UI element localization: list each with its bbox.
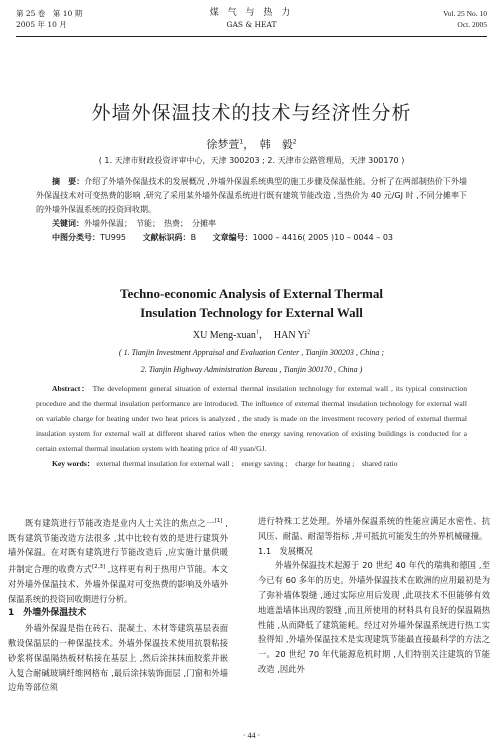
english-author-line: [0, 326, 503, 341]
journal-name-cn: 煤 气 与 热 力: [209, 8, 294, 18]
english-affiliation-2: 2. Tianjin Highway Administration Bureau , Tianjin 300170 , China ): [140, 365, 363, 374]
clc-value: TU995: [100, 233, 127, 242]
page-number: · 44 ·: [242, 731, 261, 740]
clc-label: 中图分类号：: [52, 233, 100, 242]
english-author-2-affil: 2: [307, 329, 311, 336]
english-author-2: ， HAN Yi: [258, 330, 308, 341]
abstract-en-text: The development general situation of external thermal insulation technology for external wall , its typical construction procedure and the thermal insulation performance are introduced. The influence of external thermal insulation technology for external wall on variable charge for heating under two heat prices is analyzed , the study is made on the investment recovery period of external thermal insulation system for external wall at different shared ratios when the energy saving renovation of existing buildings is conducted for a certain external thermal insulation system with heating price of 40 yuan/GJ.: [36, 384, 467, 453]
body-column-right: [258, 514, 490, 677]
intro-text-3: ,这样更有利于热用户节能。本文对外墙外保温技术、外墙外保温对可变热费的影响及外墙外保温系统的投资回收期进行分析。: [8, 563, 228, 604]
english-title-line-2: Insulation Technology for External Wall: [140, 305, 363, 320]
article-number-field: [213, 233, 393, 242]
issue-date-en: Oct. 2005: [457, 20, 487, 29]
citation-1: [1]: [214, 518, 223, 524]
doc-code-value: B: [190, 233, 197, 242]
header-rule: [16, 36, 487, 37]
intro-paragraph: [8, 514, 228, 606]
english-affiliation-1: ( 1. Tianjin Investment Appraisal and Evaluation Center , Tianjin 300203 , China ;: [118, 348, 385, 357]
intro-text-2: ,既有建筑节能改造方法很多 ,其中比较有效的是进行建筑外墙外保温。在对既有建筑进行节能改造后 ,应实施计量供暖并制定合理的收费方式: [8, 517, 228, 574]
keywords-en-label: Key words：: [52, 459, 95, 468]
keywords-cn: [36, 217, 467, 231]
author-line: [0, 136, 503, 152]
abstract-cn: [36, 175, 467, 245]
section-1-1-paragraph: 外墙外保温技术起源于 20 世纪 40 年代的瑞典和德国 ,至今已有 60 多年的历史。外墙外保温技术在欧洲的应用最初是为了弥补墙体裂缝 ,通过实际应用后发现 ,此项技术不但能够有效地遮盖墙体出现的裂缝 ,而且所使用的材料具有良好的保温隔热性能 ,从而降低了建筑能耗。经过对外墙外保温系统进行热工实验得知 ,外墙外保温技术是实现建筑节能最直接最科学的方法之一。20 世纪 70 年代能源危机时期 ,人们特别关注建筑的节能改造 ,因此外: [258, 560, 490, 674]
keywords-en-text: external thermal insulation for external wall ; energy saving ; charge for heating ; shared ratio: [96, 459, 398, 468]
running-header: [16, 8, 487, 38]
english-title: [0, 284, 503, 322]
author-2-affil: 2: [292, 138, 297, 146]
header-center: [16, 8, 487, 30]
keywords-en: [36, 456, 467, 471]
section-heading-1: 1 外墙外保温技术: [8, 608, 87, 619]
author-1: 徐梦萱: [206, 138, 240, 151]
article-number-value: 1000 – 4416( 2005 )10 – 0044 – 03: [252, 233, 393, 242]
journal-name-en: GAS & HEAT: [226, 20, 277, 29]
keywords-cn-text: 外墙外保温； 节能； 热费； 分摊率: [84, 219, 216, 228]
abstract-en-body: [36, 381, 467, 456]
article-number-label: 文章编号：: [212, 233, 253, 242]
author-separator: ， 韩 毅: [243, 138, 293, 151]
classification-line: [36, 231, 467, 245]
english-title-line-1: Techno-economic Analysis of External Thermal: [120, 286, 383, 301]
body-column-left: [8, 514, 228, 695]
doc-code-label: 文献标识码：: [142, 233, 191, 242]
clc-field: [52, 233, 126, 242]
citation-2: [2,3]: [91, 564, 106, 571]
abstract-cn-label: 摘 要：: [52, 177, 85, 186]
volume-issue: 第 25 卷 第 10 期: [16, 9, 83, 18]
affiliations: ( 1. 天津市财政投资评审中心，天津 300203 ; 2. 天津市公路管理局，天津 300170 ): [98, 156, 405, 165]
english-affiliations: [0, 344, 503, 378]
english-author-1-affil: 1: [255, 329, 259, 336]
section-heading-1-1: 1.1 发展概况: [258, 545, 313, 556]
header-right: [443, 8, 487, 30]
abstract-en-label: Abstract：: [52, 384, 90, 393]
paper-title: 外墙外保温技术的技术与经济性分析: [91, 102, 412, 124]
abstract-cn-body: [36, 175, 467, 217]
keywords-cn-label: 关键词：: [52, 219, 84, 228]
issue-date-cn: 2005 年 10 月: [16, 20, 67, 29]
author-1-affil: 1: [239, 138, 244, 146]
english-author-1: XU Meng-xuan: [192, 330, 256, 341]
volume-issue-en: Vol. 25 No. 10: [443, 9, 487, 18]
section-1-paragraph: 外墙外保温是指在砖石、混凝土、木材等建筑基层表面敷设保温层的一种保温技术。外墙外保温技术使用抗裂粘接砂浆将保温隔热板材粘接在基层上 ,然后涂抹抹面胶浆并嵌入复合耐碱玻璃纤维网格布 ,最后涂抹装饰面层 ,门窗和外墙边角等部位须: [8, 623, 228, 693]
abstract-cn-text: 介绍了外墙外保温技术的发展概况 ,外墙外保温系统典型的施工步骤及保温性能。分析了在两部制热价下外墙外保温技术对可变热费的影响 ,研究了采用某外墙外保温系统进行既有建筑节能改造 ,当热价为 40 元/GJ 时 ,不同分摊率下的外墙外保温系统的投资回收期。: [36, 177, 467, 214]
section-1-continued: 进行特殊工艺处理。外墙外保温系统的性能应满足水密性、抗风压、耐温、耐湿等指标 ,并可抵抗可能发生的外界机械碰撞。: [258, 516, 490, 541]
intro-text-1: 既有建筑进行节能改造是业内人士关注的焦点之一: [25, 517, 215, 528]
abstract-en: [36, 381, 467, 471]
doc-code-field: [143, 233, 197, 242]
